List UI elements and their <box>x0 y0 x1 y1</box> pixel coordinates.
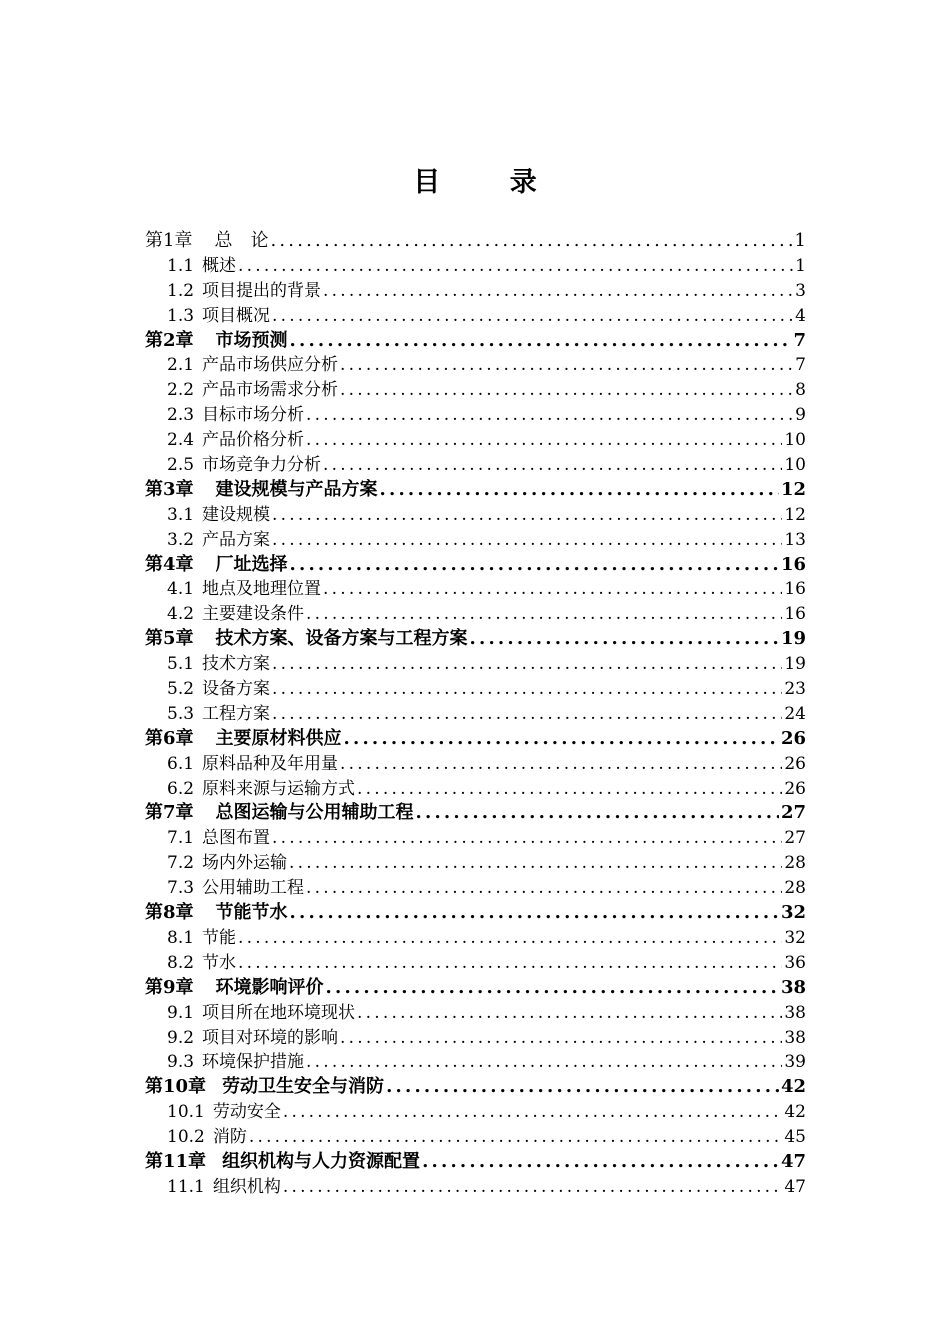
toc-entry-label <box>145 901 288 926</box>
toc-entry-title: 技术方案、设备方案与工程方案 <box>215 628 468 650</box>
toc-page-number: 3 <box>795 280 806 301</box>
toc-entry-label <box>167 279 321 304</box>
toc-entry-label <box>167 353 338 378</box>
toc-entry-number: 6.1 <box>167 753 195 774</box>
toc-entry-title: 环境影响评价 <box>215 976 324 998</box>
toc-entry-number: 第4章 <box>145 553 194 575</box>
toc-section-entry[interactable] <box>145 254 806 279</box>
dot-leader <box>272 304 793 329</box>
toc-entry-number: 5.2 <box>167 679 195 700</box>
toc-entry-number: 3.2 <box>167 529 195 550</box>
toc-page-number: 7 <box>795 355 806 376</box>
toc-page-number: 23 <box>784 679 806 700</box>
toc-entry-number: 10.1 <box>167 1102 205 1123</box>
dot-leader <box>272 702 782 727</box>
toc-entry-number: 4.2 <box>167 604 195 625</box>
toc-entry-title: 劳动卫生安全与消防 <box>222 1076 385 1098</box>
toc-entry-label <box>167 1175 281 1200</box>
dot-leader <box>323 453 782 478</box>
toc-entry-label <box>145 801 414 826</box>
toc-page-number: 10 <box>784 430 806 451</box>
toc-entry-number: 7.1 <box>167 828 195 849</box>
toc-page-number: 16 <box>780 553 806 575</box>
toc-section-entry[interactable] <box>145 1050 806 1075</box>
toc-entry-label <box>145 627 468 652</box>
toc-entry-number: 1.1 <box>167 255 195 276</box>
toc-entry-number: 1.3 <box>167 305 195 326</box>
toc-entry-number: 5.1 <box>167 654 195 675</box>
toc-section-entry[interactable] <box>145 752 806 777</box>
toc-entry-title: 市场预测 <box>215 329 288 351</box>
toc-entry-number: 第6章 <box>145 727 194 749</box>
toc-entry-label <box>167 851 287 876</box>
toc-chapter-entry[interactable] <box>145 478 806 503</box>
toc-section-entry[interactable] <box>145 353 806 378</box>
toc-entry-title: 建设规模 <box>202 504 271 525</box>
toc-page-number: 39 <box>784 1052 806 1073</box>
toc-section-entry[interactable] <box>145 528 806 553</box>
toc-entry-label <box>167 254 236 279</box>
toc-entry-label <box>167 1100 281 1125</box>
toc-page-number: 1 <box>795 255 806 276</box>
dot-leader <box>340 1026 782 1051</box>
toc-entry-number: 第5章 <box>145 628 194 650</box>
toc-section-entry[interactable] <box>145 677 806 702</box>
dot-leader <box>344 727 779 752</box>
toc-section-entry[interactable] <box>145 1026 806 1051</box>
toc-page-number: 26 <box>780 727 806 749</box>
toc-entry-title: 概述 <box>202 255 237 276</box>
toc-chapter-entry[interactable] <box>145 553 806 578</box>
toc-chapter-entry[interactable] <box>145 627 806 652</box>
dot-leader <box>272 503 782 528</box>
toc-entry-title: 组织机构 <box>212 1176 281 1197</box>
dot-leader <box>306 428 782 453</box>
toc-entry-title: 节水 <box>202 952 237 973</box>
toc-entry-number: 2.4 <box>167 430 195 451</box>
toc-entry-label <box>167 652 270 677</box>
toc-entry-number: 9.2 <box>167 1027 195 1048</box>
toc-page-number: 4 <box>795 305 806 326</box>
toc-entry-number: 8.2 <box>167 952 195 973</box>
toc-section-entry[interactable] <box>145 378 806 403</box>
toc-chapter-entry[interactable] <box>145 976 806 1001</box>
dot-leader <box>306 876 782 901</box>
toc-section-entry[interactable] <box>145 279 806 304</box>
toc-entry-number: 2.1 <box>167 355 195 376</box>
dot-leader <box>249 1125 783 1150</box>
toc-section-entry[interactable] <box>145 403 806 428</box>
toc-entry-title: 市场竞争力分析 <box>202 455 322 476</box>
toc-entry-label <box>167 826 270 851</box>
toc-entry-label <box>167 1001 355 1026</box>
toc-entry-number: 2.5 <box>167 455 195 476</box>
toc-page-number: 36 <box>784 952 806 973</box>
toc-entry-title: 原料来源与运输方式 <box>202 778 356 799</box>
toc-entry-label <box>167 602 304 627</box>
dot-leader <box>340 353 793 378</box>
toc-section-entry[interactable] <box>145 951 806 976</box>
toc-entry-number: 7.2 <box>167 853 195 874</box>
toc-page-number: 1 <box>794 230 806 251</box>
toc-section-entry[interactable] <box>145 826 806 851</box>
toc-entry-title: 目标市场分析 <box>202 405 305 426</box>
toc-entry-label <box>167 951 236 976</box>
toc-entry-title: 建设规模与产品方案 <box>215 478 378 500</box>
toc-page-number: 10 <box>784 455 806 476</box>
toc-page-number: 32 <box>784 927 806 948</box>
toc-section-entry[interactable] <box>145 503 806 528</box>
page-title: 目 录 <box>413 167 567 198</box>
toc-entry-number: 第7章 <box>145 802 194 824</box>
toc-section-entry[interactable] <box>145 876 806 901</box>
dot-leader <box>416 801 779 826</box>
toc-chapter-entry[interactable] <box>145 1150 806 1175</box>
toc-entry-title: 项目对环境的影响 <box>202 1027 339 1048</box>
dot-leader <box>323 577 782 602</box>
toc-entry-title: 总 论 <box>214 230 269 251</box>
toc-chapter-entry[interactable] <box>145 801 806 826</box>
toc-entry-label <box>167 777 355 802</box>
toc-entry-number: 6.2 <box>167 778 195 799</box>
toc-entry-number: 9.1 <box>167 1002 195 1023</box>
toc-section-entry[interactable] <box>145 702 806 727</box>
toc-entry-label <box>167 403 304 428</box>
dot-leader <box>326 976 779 1001</box>
toc-entry-title: 厂址选择 <box>215 553 288 575</box>
toc-page-number: 19 <box>784 654 806 675</box>
toc-entry-label <box>145 553 288 578</box>
toc-page-number: 12 <box>780 478 806 500</box>
toc-entry-number: 3.1 <box>167 504 195 525</box>
dot-leader <box>272 677 782 702</box>
toc-section-entry[interactable] <box>145 1001 806 1026</box>
toc-entry-label <box>145 727 342 752</box>
dot-leader <box>270 229 792 254</box>
toc-entry-number: 5.3 <box>167 703 195 724</box>
dot-leader <box>357 777 782 802</box>
dot-leader <box>272 528 782 553</box>
toc-chapter-entry[interactable] <box>145 727 806 752</box>
dot-leader <box>306 602 782 627</box>
toc-page-number: 9 <box>795 405 806 426</box>
toc-page-number: 42 <box>784 1102 806 1123</box>
toc-entry-label <box>167 378 338 403</box>
toc-page-number: 27 <box>784 828 806 849</box>
toc-entry-title: 主要原材料供应 <box>215 727 342 749</box>
dot-leader <box>386 1075 779 1100</box>
toc-section-entry[interactable] <box>145 453 806 478</box>
toc-entry-title: 总图布置 <box>202 828 271 849</box>
toc-entry-label <box>167 577 321 602</box>
toc-entry-title: 项目提出的背景 <box>202 280 322 301</box>
toc-entry-number: 第2章 <box>145 329 194 351</box>
toc-entry-title: 组织机构与人力资源配置 <box>222 1150 421 1172</box>
dot-leader <box>422 1150 779 1175</box>
toc-page-number: 38 <box>784 1027 806 1048</box>
toc-page-number: 42 <box>780 1076 806 1098</box>
toc-entry-label <box>167 677 270 702</box>
dot-leader <box>306 1050 782 1075</box>
toc-section-entry[interactable] <box>145 602 806 627</box>
dot-leader <box>283 1100 783 1125</box>
toc-entry-title: 原料品种及年用量 <box>202 753 339 774</box>
toc-entry-label <box>167 304 270 329</box>
toc-entry-number: 9.3 <box>167 1052 195 1073</box>
toc-entry-label <box>145 478 378 503</box>
toc-entry-title: 节能节水 <box>215 902 288 924</box>
toc-page-number: 19 <box>780 628 806 650</box>
toc-page-number: 38 <box>784 1002 806 1023</box>
dot-leader <box>380 478 779 503</box>
toc-entry-number: 1.2 <box>167 280 195 301</box>
toc-entry-title: 消防 <box>212 1127 247 1148</box>
toc-page-number: 24 <box>784 703 806 724</box>
toc-entry-label <box>167 702 270 727</box>
toc-entry-title: 产品市场供应分析 <box>202 355 339 376</box>
toc-entry-label <box>167 528 270 553</box>
toc-page-number: 38 <box>780 976 806 998</box>
toc-section-entry[interactable] <box>145 577 806 602</box>
toc-section-entry[interactable] <box>145 851 806 876</box>
table-of-contents <box>145 229 806 1200</box>
dot-leader <box>340 752 782 777</box>
toc-chapter-entry[interactable] <box>145 901 806 926</box>
toc-page-number: 16 <box>784 604 806 625</box>
dot-leader <box>289 851 782 876</box>
toc-entry-number: 第3章 <box>145 478 194 500</box>
toc-entry-title: 场内外运输 <box>202 853 288 874</box>
toc-entry-label <box>167 926 236 951</box>
dot-leader <box>272 652 782 677</box>
toc-entry-number: 4.1 <box>167 579 195 600</box>
toc-entry-number: 第1章 <box>145 230 193 251</box>
toc-entry-title: 劳动安全 <box>212 1102 281 1123</box>
toc-entry-label <box>167 428 304 453</box>
toc-page-number: 26 <box>784 753 806 774</box>
toc-entry-label <box>145 1075 384 1100</box>
toc-entry-label <box>167 752 338 777</box>
toc-section-entry[interactable] <box>145 926 806 951</box>
toc-page-number: 32 <box>780 902 806 924</box>
toc-page-number: 45 <box>784 1127 806 1148</box>
toc-entry-title: 环境保护措施 <box>202 1052 305 1073</box>
toc-section-entry[interactable] <box>145 304 806 329</box>
dot-leader <box>290 553 779 578</box>
dot-leader <box>470 627 779 652</box>
toc-entry-title: 项目所在地环境现状 <box>202 1002 356 1023</box>
toc-chapter-entry[interactable] <box>145 229 806 254</box>
toc-page-number: 47 <box>784 1176 806 1197</box>
dot-leader <box>238 926 782 951</box>
dot-leader <box>306 403 793 428</box>
toc-section-entry[interactable] <box>145 777 806 802</box>
toc-page-number: 8 <box>795 380 806 401</box>
toc-entry-number: 2.3 <box>167 405 195 426</box>
dot-leader <box>238 951 782 976</box>
toc-entry-number: 8.1 <box>167 927 195 948</box>
toc-page-number: 47 <box>780 1150 806 1172</box>
toc-page-number: 16 <box>784 579 806 600</box>
toc-entry-number: 第10章 <box>145 1076 207 1098</box>
toc-entry-title: 技术方案 <box>202 654 271 675</box>
toc-entry-number: 10.2 <box>167 1127 205 1148</box>
toc-entry-title: 产品方案 <box>202 529 271 550</box>
toc-entry-label <box>145 1150 420 1175</box>
toc-section-entry[interactable] <box>145 652 806 677</box>
toc-page-number: 27 <box>780 802 806 824</box>
dot-leader <box>357 1001 782 1026</box>
toc-entry-label <box>167 1026 338 1051</box>
toc-entry-label <box>145 976 324 1001</box>
toc-entry-title: 设备方案 <box>202 679 271 700</box>
toc-entry-number: 7.3 <box>167 878 195 899</box>
dot-leader <box>323 279 793 304</box>
toc-entry-title: 主要建设条件 <box>202 604 305 625</box>
toc-entry-title: 产品价格分析 <box>202 430 305 451</box>
toc-entry-label <box>167 876 304 901</box>
toc-entry-number: 第9章 <box>145 976 194 998</box>
toc-entry-title: 节能 <box>202 927 237 948</box>
toc-entry-title: 公用辅助工程 <box>202 878 305 899</box>
toc-entry-label <box>167 453 321 478</box>
toc-page-number: 26 <box>784 778 806 799</box>
toc-entry-title: 总图运输与公用辅助工程 <box>215 802 414 824</box>
toc-section-entry[interactable] <box>145 1125 806 1150</box>
dot-leader <box>290 901 779 926</box>
toc-entry-label <box>145 329 288 354</box>
toc-entry-number: 第11章 <box>145 1150 207 1172</box>
toc-entry-title: 产品市场需求分析 <box>202 380 339 401</box>
toc-chapter-entry[interactable] <box>145 329 806 354</box>
toc-entry-label <box>167 503 270 528</box>
dot-leader <box>272 826 782 851</box>
toc-page-number: 7 <box>793 329 806 351</box>
toc-section-entry[interactable] <box>145 1175 806 1200</box>
toc-page-number: 28 <box>784 853 806 874</box>
toc-page-number: 13 <box>784 529 806 550</box>
toc-entry-label <box>167 1050 304 1075</box>
toc-entry-title: 地点及地理位置 <box>202 579 322 600</box>
toc-entry-title: 工程方案 <box>202 703 271 724</box>
toc-chapter-entry[interactable] <box>145 1075 806 1100</box>
toc-entry-number: 11.1 <box>167 1176 205 1197</box>
dot-leader <box>238 254 793 279</box>
dot-leader <box>290 329 792 354</box>
toc-entry-label <box>167 1125 247 1150</box>
toc-page-number: 12 <box>784 504 806 525</box>
dot-leader <box>283 1175 783 1200</box>
toc-entry-number: 第8章 <box>145 902 194 924</box>
toc-entry-number: 2.2 <box>167 380 195 401</box>
toc-entry-title: 项目概况 <box>202 305 271 326</box>
toc-section-entry[interactable] <box>145 1100 806 1125</box>
dot-leader <box>340 378 793 403</box>
toc-page-number: 28 <box>784 878 806 899</box>
toc-section-entry[interactable] <box>145 428 806 453</box>
toc-entry-label <box>145 229 268 254</box>
